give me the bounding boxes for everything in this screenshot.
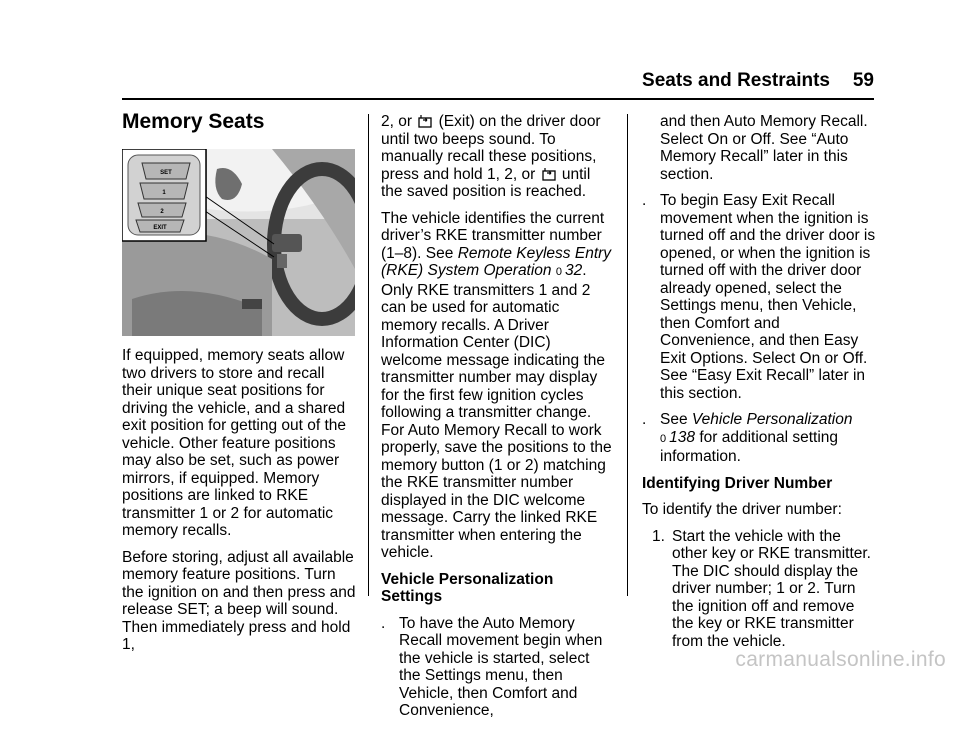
exit-icon: [542, 167, 556, 181]
memory-button-2-label: 2: [160, 209, 164, 215]
bullet-mark: .: [642, 411, 647, 428]
rke-page-ref[interactable]: 32: [565, 262, 583, 279]
memory-seat-photo: [122, 149, 355, 336]
paragraph-exit-recall: [381, 113, 615, 201]
col2-p2-text-a: The vehicle identifies the current driver’s RKE transmitter number (1–8). See: [381, 209, 605, 262]
personalization-reference-link[interactable]: Vehicle Personalization: [691, 411, 853, 428]
col2-text-a: 2, or: [381, 113, 413, 130]
exit-icon: [418, 114, 432, 128]
header-title: Seats and Restraints: [642, 70, 830, 91]
memory-button-1-label: 1: [162, 190, 166, 196]
bullet-additional-info: for additional setting information.: [660, 428, 839, 465]
col2-text-c: until the saved position is reached.: [381, 165, 591, 200]
bullet-see-text: See: [660, 411, 688, 428]
exit-button-label: EXIT: [153, 225, 167, 231]
bullet-auto-memory-continued: and then Auto Memory Recall. Select On or Off. See “Auto Memory Recall” later in this section.: [660, 113, 868, 183]
page-ref-arrow-icon: 0: [555, 266, 562, 278]
column-2: [381, 113, 615, 729]
column-3: [642, 113, 876, 659]
page-header: [0, 70, 960, 90]
bullet-easy-exit: To begin Easy Exit Recall movement when the ignition is turned off and the driver door is opened, or when the ignition is turned off with the driver door already opened, select the Settings menu, then Vehicle, then Comfort and Convenience, and then Easy Exit Options. Select On or Off. See “Easy Exit Recall” later in this section.: [660, 192, 876, 402]
paragraph-intro: If equipped, memory seats allow two drivers to store and recall their unique seat positions for driving the vehicle, and a shared exit position for getting out of the vehicle. Other feature positions may also be set, such as power mirrors, if equipped. Memory positions are linked to RKE transmitter 1 or 2 for automatic memory recalls.: [122, 347, 347, 539]
column-1: [122, 347, 358, 663]
list-item: [642, 411, 876, 466]
subhead-driver-number: Identifying Driver Number: [642, 474, 833, 492]
paragraph-identify-intro: To identify the driver number:: [642, 501, 842, 518]
list-item: [642, 192, 876, 402]
subhead-personalization: Vehicle Personalization Settings: [381, 570, 554, 605]
step-1-text: Start the vehicle with the other key or RKE transmitter. The DIC should display the driver number; 1 or 2. Turn the ignition off and remove the key or RKE transmitter from the vehicle.: [672, 527, 871, 650]
page-number: 59: [852, 70, 874, 91]
bullet-auto-memory: To have the Auto Memory Recall movement begin when the vehicle is started, select the Settings menu, then Vehicle, then Comfort and Convenience,: [399, 614, 603, 719]
page-ref-arrow-icon: 0: [660, 432, 667, 445]
set-button-label: SET: [160, 170, 172, 176]
step-number: 1.: [652, 527, 665, 545]
watermark: carmanualsonline.info: [735, 648, 946, 671]
column-divider-1: [368, 114, 369, 596]
column-divider-2: [627, 114, 628, 596]
rke-reference-link[interactable]: Remote Keyless Entry (RKE) System Operation: [381, 244, 612, 279]
personalization-page-ref[interactable]: 138: [669, 428, 695, 446]
section-title: Memory Seats: [122, 110, 265, 133]
header-rule: [122, 98, 874, 100]
paragraph-storing: Before storing, adjust all available memory feature positions. Turn the ignition on and then press and release SET; a beep will sound. Then immediately press and hold 1,: [122, 548, 356, 653]
paragraph-transmitter: [381, 210, 615, 562]
col2-text-b: (Exit) on the driver door until two beeps sound. To manually recall these positions, press and hold 1, 2, or: [381, 113, 601, 183]
bullet-mark: .: [381, 614, 386, 632]
bullet-mark: .: [642, 192, 647, 209]
col2-p2-text-b: . Only RKE transmitters 1 and 2 can be used for automatic memory recalls. A Driver Information Center (DIC) welcome message indicating the transmitter number may display for the first few ignition cycles following a transmitter change. For Auto Memory Recall to work properly, save the positions to the memory button (1 or 2) matching the RKE transmitter number displayed in the DIC welcome message. Carry the linked RKE transmitter when entering the vehicle.: [381, 262, 612, 561]
list-item: [381, 615, 615, 720]
list-item: [642, 528, 876, 651]
